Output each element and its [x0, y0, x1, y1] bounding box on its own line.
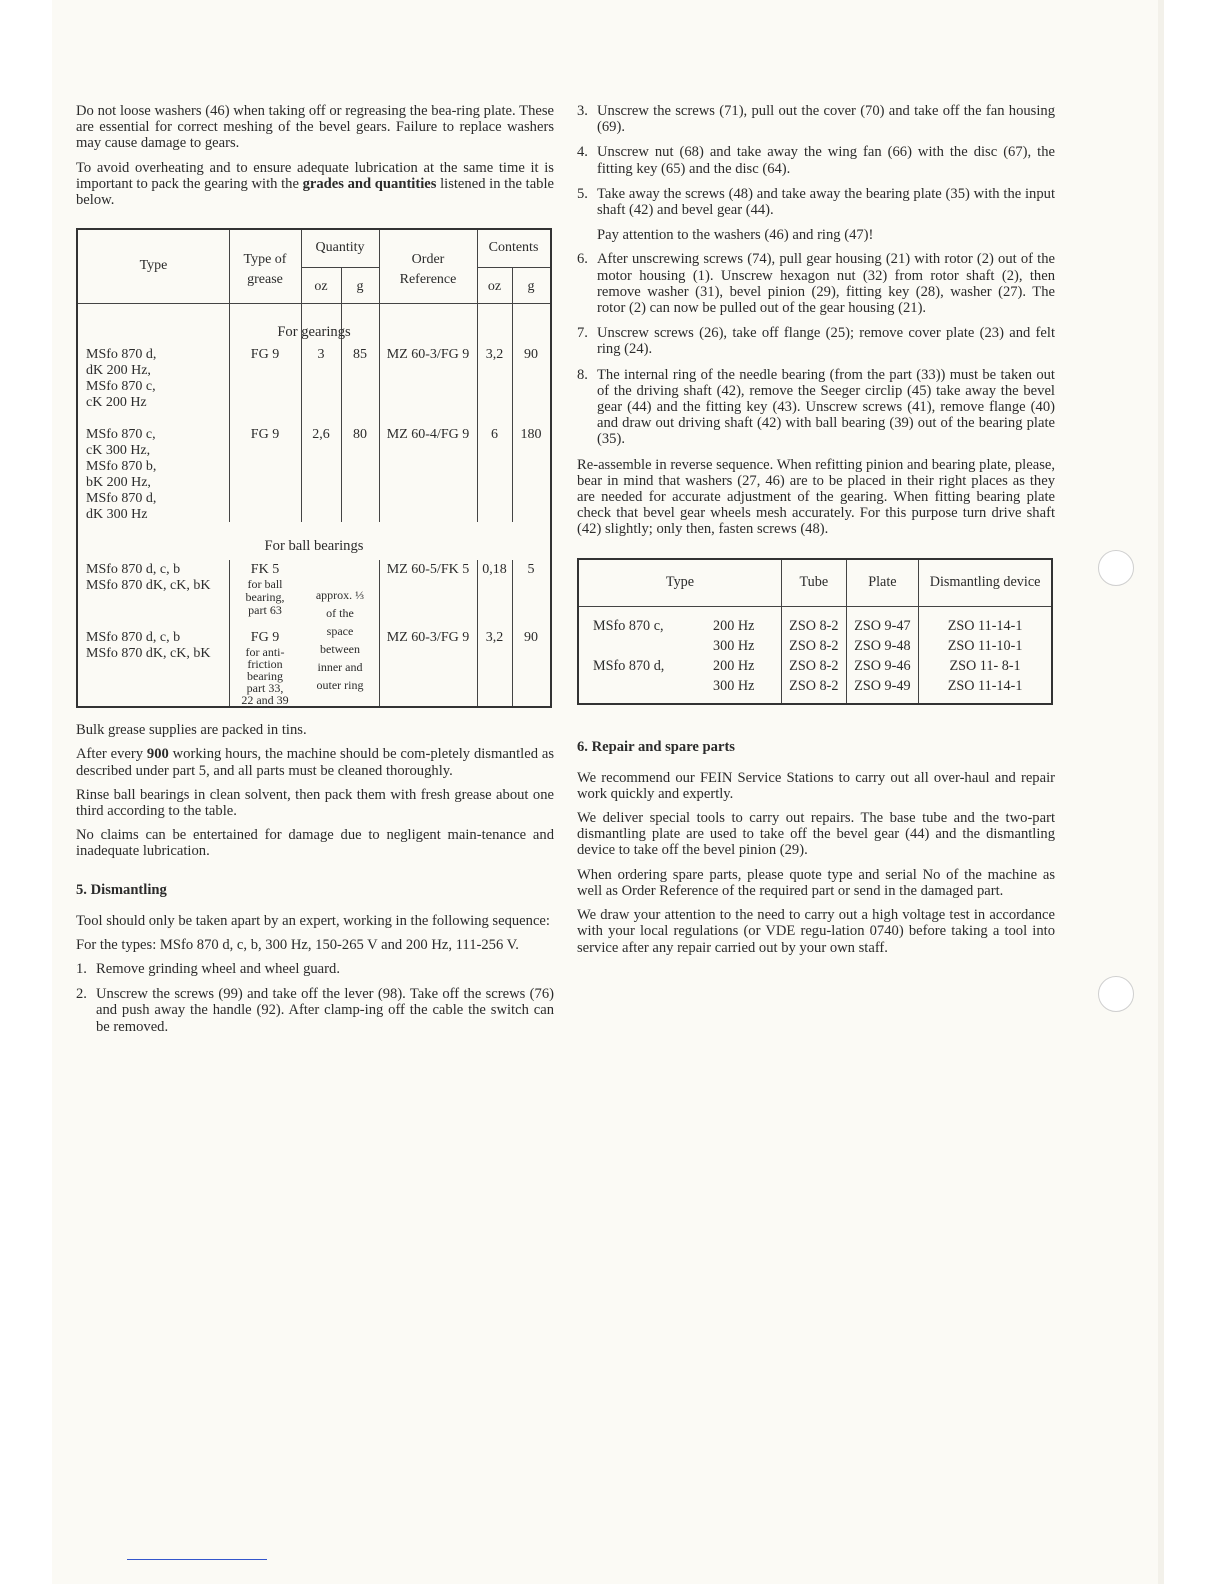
header-type: Type	[139, 258, 168, 274]
row4-order: MZ 60-3/FG 9	[386, 630, 470, 646]
row1-g: 85	[353, 347, 367, 363]
parts-header-device: Dismantling device	[919, 559, 1052, 607]
step-item: 4. Unscrew nut (68) and take away the wing fan (66) with the disc (67), the fitting key (65) and the disc (64).	[577, 144, 1055, 177]
spare-parts-paragraph: When ordering spare parts, please quote type and serial No of the machine as well as Order Reference of the required part or send in the damaged part.	[577, 866, 1055, 899]
special-tools-paragraph: We deliver special tools to carry out repairs. The base tube and the two-part dismantling plate are used to take off the bevel gear (44) and the dismantling device to take off the bevel pinion (29).	[577, 810, 1055, 859]
voltage-test-paragraph: We draw your attention to the need to carry out a high voltage test in accordance with your local regulations (or VDE regu-lation 0740) before taking a tool into service after any repair carried out by your own staff.	[577, 907, 1055, 956]
dismantling-steps-right-2	[577, 251, 1055, 447]
step-item: 2. Unscrew the screws (99) and take off the lever (98). Take off the screws (76) and push away the handle (92). After clamp-ing off the cable the switch can be removed.	[76, 986, 554, 1035]
attention-note: Pay attention to the washers (46) and ring (47)!	[597, 227, 874, 244]
step-item: 6. After unscrewing screws (74), pull gear housing (21) with rotor (2) out of the motor housing (1). Unscrew hexagon nut (32) from rotor shaft (2), then remove washer (31), bevel pinion (29), fitting key (28), washer (27). The rotor (2) can now be pulled out of the gear housing (21).	[577, 251, 1055, 317]
working-hours-paragraph: After every 900 working hours, the machine should be com-pletely dismantled as described under part 5, and all parts must be cleaned thoroughly.	[76, 746, 554, 779]
right-column	[577, 103, 1055, 964]
header-quantity-g: g	[356, 279, 364, 295]
row4-contents-g: 90	[524, 630, 538, 646]
row4-contents-oz: 3,2	[485, 630, 504, 646]
step-item: 8. The internal ring of the needle bearing (from the part (33)) must be taken out of the driving shaft (42), remove the Seeger circlip (45) take away the bevel gear (44) and the fitting key (43). Unscrew screws (41), remove flange (40) and draw out driving shaft (42) with ball bearing (39) out of the bearing plate (35).	[577, 366, 1055, 448]
row3-order: MZ 60-5/FK 5	[386, 562, 470, 578]
service-stations-paragraph: We recommend our FEIN Service Stations to carry out all over-haul and repair work quickly and expertly.	[577, 769, 1055, 802]
row1-contents-oz: 3,2	[485, 347, 504, 363]
parts-header-type: Type	[578, 559, 782, 607]
row2-grease: FG 9	[250, 427, 280, 443]
header-order-reference: Order Reference	[399, 252, 457, 288]
row3-type: MSfo 870 d, c, b MSfo 870 dK, cK, bK	[86, 562, 211, 594]
row1-contents-g: 90	[524, 347, 538, 363]
section-for-ball-bearings: For ball bearings	[264, 538, 364, 555]
reassemble-paragraph: Re-assemble in reverse sequence. When refitting pinion and bearing plate, please, bear in mind that washers (27, 46) are to be placed in their right places as they are needed for accurate adjustment of the gearing. When fitting bearing plate check that bevel gear wheels mesh accurately. For this purpose turn drive shaft (42) slightly; only then, fasten screws (48).	[577, 456, 1055, 538]
rinse-paragraph: Rinse ball bearings in clean solvent, then pack them with fresh grease about one third according to the table.	[76, 786, 554, 820]
row2-g: 80	[353, 427, 367, 443]
row3-grease: FK 5	[250, 562, 280, 578]
binder-hole-mark	[1098, 550, 1134, 586]
header-contents-oz: oz	[487, 279, 502, 295]
row1-type: MSfo 870 d, dK 200 Hz, MSfo 870 c, cK 200 Hz	[86, 347, 157, 411]
lubrication-paragraph: To avoid overheating and to ensure adequate lubrication at the same time it is important to pack the gearing with the grades and quantities listened in the table below.	[76, 159, 554, 209]
types-paragraph: For the types: MSfo 870 d, c, b, 300 Hz, 150-265 V and 200 Hz, 111-256 V.	[76, 936, 519, 953]
header-quantity: Quantity	[315, 240, 365, 256]
row2-order: MZ 60-4/FG 9	[386, 427, 470, 443]
row2-type: MSfo 870 c, cK 300 Hz, MSfo 870 b, bK 200 Hz, MSfo 870 d, dK 300 Hz	[86, 427, 157, 523]
table-row: 300 Hz ZSO 8-2 ZSO 9-48 ZSO 11-10-1	[578, 636, 1052, 656]
row3-grease-note: for ball bearing, part 63	[245, 577, 285, 618]
table-row: MSfo 870 c, 200 Hz ZSO 8-2 ZSO 9-47 ZSO 11-14-1	[578, 606, 1052, 636]
page-edge	[1158, 0, 1164, 1584]
dismantling-steps-left	[76, 961, 554, 1035]
step-item: 7. Unscrew screws (26), take off flange (25); remove cover plate (23) and felt ring (24).	[577, 325, 1055, 358]
header-contents: Contents	[488, 240, 539, 256]
grease-table	[76, 228, 552, 708]
claims-paragraph: No claims can be entertained for damage due to negligent main-tenance and inadequate lubrication.	[76, 827, 554, 860]
row2-contents-g: 180	[520, 427, 542, 443]
step-item: 5. Take away the screws (48) and take away the bearing plate (35) with the input shaft (42) and bevel gear (44).	[577, 185, 1055, 219]
washers-paragraph: Do not loose washers (46) when taking off or regreasing the bea-ring plate. These are essential for correct meshing of the bevel gears. Failure to replace washers may cause damage to gears.	[76, 103, 554, 152]
row1-grease: FG 9	[250, 347, 280, 363]
header-quantity-oz: oz	[314, 279, 328, 295]
binder-hole-mark	[1098, 976, 1134, 1012]
step-item: 3. Unscrew the screws (71), pull out the cover (70) and take off the fan housing (69).	[577, 103, 1055, 136]
table-row: MSfo 870 d, 200 Hz ZSO 8-2 ZSO 9-46 ZSO 11- 8-1	[593, 657, 1021, 674]
row4-type: MSfo 870 d, c, b MSfo 870 dK, cK, bK	[86, 630, 211, 662]
row1-order: MZ 60-3/FG 9	[386, 347, 470, 363]
parts-header-plate: Plate	[846, 559, 919, 607]
row3-contents-g: 5	[527, 562, 535, 578]
row4-grease: FG 9	[250, 630, 280, 646]
scan-line	[127, 1559, 267, 1560]
row2-contents-oz: 6	[491, 427, 498, 443]
dismantling-tools-table	[577, 558, 1053, 705]
step-item: 1. Remove grinding wheel and wheel guard.	[76, 961, 340, 978]
repair-heading: 6. Repair and spare parts	[577, 738, 735, 755]
dismantling-steps-right	[577, 103, 1055, 218]
row2-oz: 2,6	[312, 427, 330, 443]
expert-paragraph: Tool should only be taken apart by an expert, working in the following sequence:	[76, 912, 550, 929]
row3-contents-oz: 0,18	[482, 562, 507, 578]
row4-grease-note: for anti- friction bearing part 33, 22 and 39	[241, 645, 289, 708]
dismantling-heading: 5. Dismantling	[76, 881, 167, 898]
header-type-of-grease: Type of grease	[243, 252, 287, 288]
left-column	[76, 103, 554, 1044]
table-row: 300 Hz ZSO 8-2 ZSO 9-49 ZSO 11-14-1	[578, 676, 1052, 704]
quantity-note: approx. ⅓ of the space between inner and outer ring	[315, 588, 365, 693]
row1-oz: 3	[317, 347, 325, 363]
header-contents-g: g	[527, 279, 535, 295]
parts-header-tube: Tube	[782, 559, 847, 607]
bulk-grease-paragraph: Bulk grease supplies are packed in tins.	[76, 722, 307, 739]
section-for-gearings: For gearings	[277, 324, 351, 341]
